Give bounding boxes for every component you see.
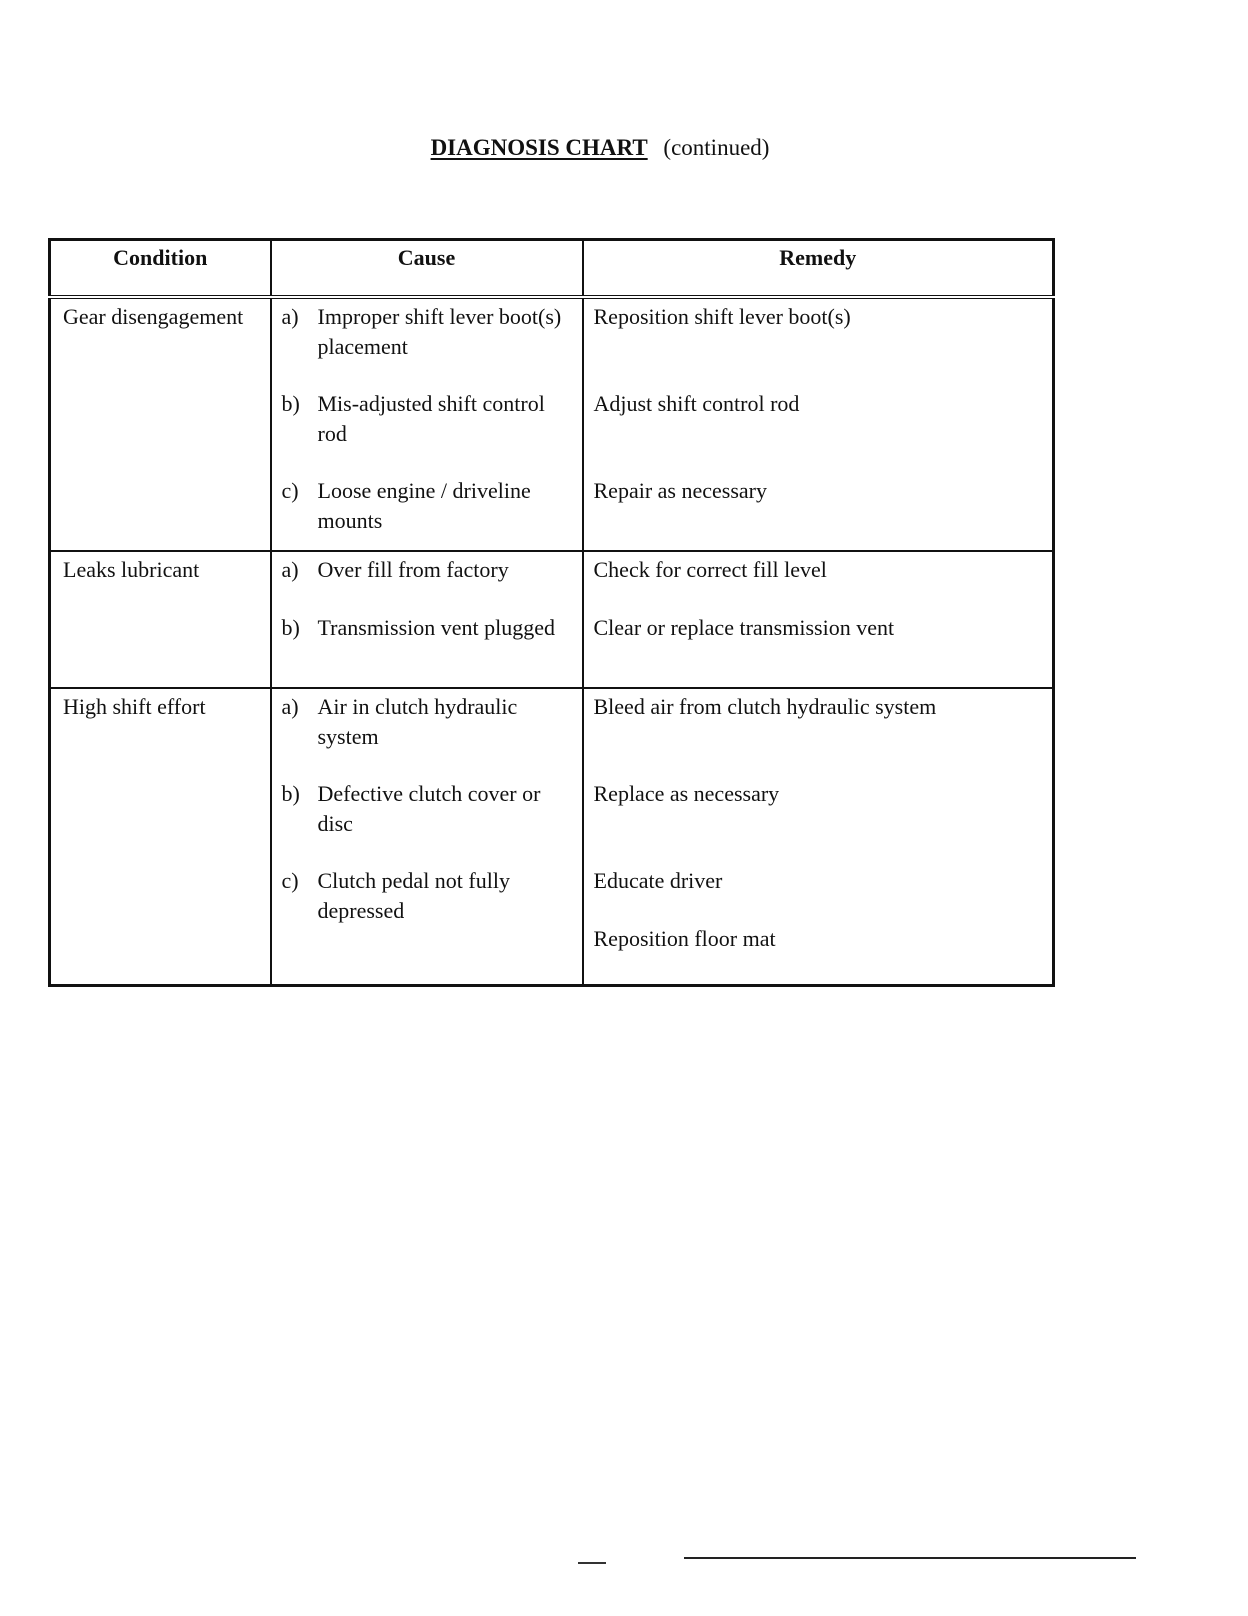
- cause-item: [282, 389, 572, 449]
- cause-item: [282, 555, 572, 585]
- remedy-item: Bleed air from clutch hydraulic system: [593, 694, 937, 719]
- diagnosis-table: [48, 238, 1055, 987]
- remedy-item: Repair as necessary: [593, 478, 767, 503]
- table-row: [50, 297, 1054, 551]
- header-remedy: Remedy: [583, 240, 1054, 298]
- cause-item: [282, 613, 572, 673]
- cause-item: [282, 779, 572, 839]
- remedy-item: Educate driver: [593, 868, 723, 893]
- cause-letter: c): [281, 868, 299, 893]
- remedy-cell: [583, 551, 1054, 688]
- cause-item: [282, 476, 572, 536]
- remedy-item: Replace as necessary: [593, 781, 780, 806]
- remedy-cell: [583, 297, 1054, 551]
- remedy-item: Adjust shift control rod: [593, 391, 800, 416]
- remedy-cell: [583, 688, 1054, 986]
- cause-text: Transmission vent plugged: [317, 615, 556, 640]
- cause-cell: [271, 551, 583, 688]
- table-header-row: [50, 240, 1054, 298]
- cause-text: Defective clutch cover or disc: [317, 781, 541, 836]
- condition-cell: High shift effort: [50, 688, 271, 986]
- footer-rule: [684, 1557, 1136, 1559]
- condition-cell: Leaks lubricant: [50, 551, 271, 688]
- cause-letter: a): [281, 694, 299, 719]
- header-cause: Cause: [271, 240, 583, 298]
- cause-cell: [271, 297, 583, 551]
- cause-item: [282, 302, 572, 362]
- cause-letter: a): [281, 557, 299, 582]
- cause-text: Mis-adjusted shift control rod: [317, 391, 545, 446]
- cause-letter: a): [281, 304, 299, 329]
- page-heading: [0, 134, 1200, 162]
- cause-text: Over fill from factory: [317, 557, 509, 582]
- cause-text: Improper shift lever boot(s) placement: [317, 304, 562, 359]
- condition-cell: Gear disengagement: [50, 297, 271, 551]
- cause-letter: b): [281, 391, 300, 416]
- header-condition: Condition: [50, 240, 271, 298]
- table-row: [50, 688, 1054, 986]
- footer-rule-short: [578, 1562, 606, 1564]
- cause-item: [282, 866, 572, 926]
- remedy-item: Check for correct fill level: [593, 557, 827, 582]
- cause-letter: b): [281, 615, 300, 640]
- remedy-item: Reposition shift lever boot(s): [593, 304, 851, 329]
- page-subtitle: (continued): [663, 135, 770, 160]
- remedy-item: Reposition floor mat: [593, 926, 776, 951]
- cause-text: Loose engine / driveline mounts: [317, 478, 531, 533]
- remedy-item: Clear or replace transmission vent: [593, 615, 895, 640]
- table-row: [50, 551, 1054, 688]
- cause-letter: b): [281, 781, 300, 806]
- page-title: DIAGNOSIS CHART: [430, 135, 648, 160]
- cause-text: Clutch pedal not fully depressed: [317, 868, 510, 923]
- cause-text: Air in clutch hydraulic system: [317, 694, 518, 749]
- cause-cell: [271, 688, 583, 986]
- cause-letter: c): [281, 478, 299, 503]
- cause-item: [282, 692, 572, 752]
